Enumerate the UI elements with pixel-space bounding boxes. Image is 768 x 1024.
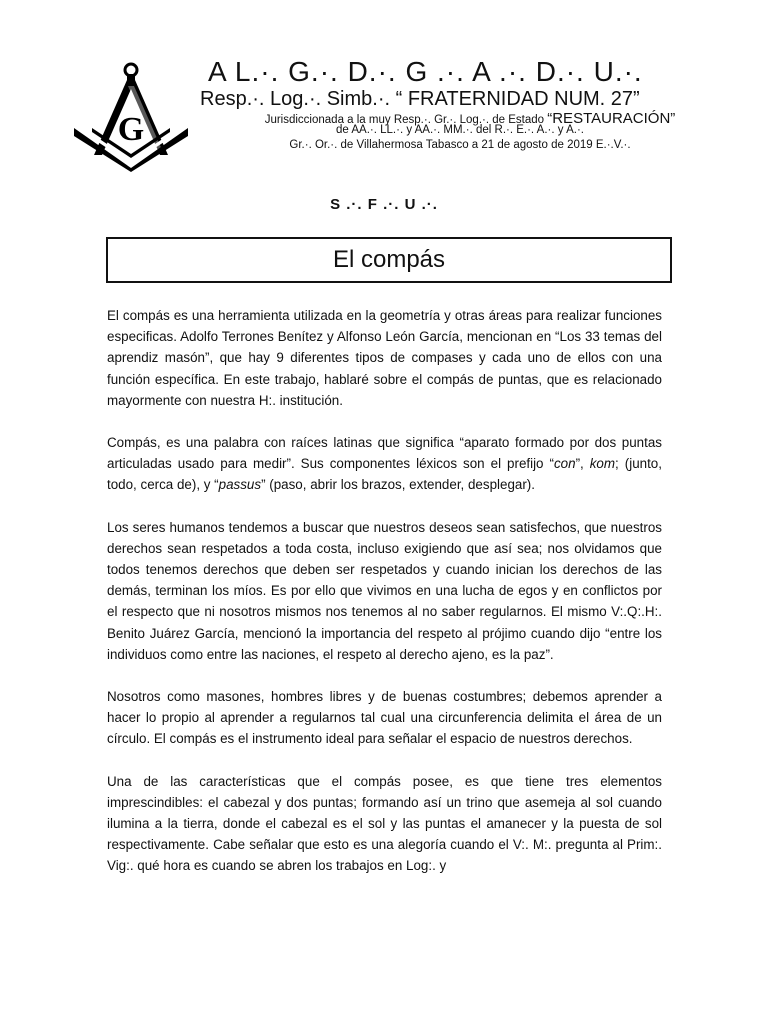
paragraph-1: El compás es una herramienta utilizada en la geometría y otras áreas para realizar funciones especificas. Adolfo Terrones Benítez y Alfonso León García, mencionan en “Los 33 temas del aprendiz masón”, que hay 9 diferentes tipos de compases y cada uno de ellos con una función específica. En este trabajo, hablaré sobre el compás de puntas, que es relacionado mayormente con nuestra H:. institución. [107,308,662,408]
paragraph-2-text-c: ; (junto, todo, cerca de), y “ [107,456,662,493]
logo-letter-g: G [117,111,145,148]
paragraph-2-text-b: ”, [575,456,590,472]
paragraph-2 [107,432,662,496]
word-con: con [553,456,576,472]
word-kom: kom [589,456,616,472]
paragraph-4: Nosotros como masones, hombres libres y de buenas costumbres; debemos aprender a hacer lo propio al aprender a regularnos tal cual una circunferencia delimita el área de un círculo. El compás es el instrumento ideal para señalar el espacio de nuestros derechos. [107,689,662,747]
rite-line: de AA.·. LL.·. y AA.·. MM.·. del R.·. E.·. A.·. y A.·. [336,124,584,136]
paragraph-2-text-d: ” (paso, abrir los brazos, extender, desplegar). [261,477,535,493]
date-line: Gr.·. Or.·. de Villahermosa Tabasco a 21 de agosto de 2019 E.·.V.·. [289,139,631,151]
grand-lodge-name: “RESTAURACIÓN” [547,110,676,127]
paragraph-5: Una de las características que el compás posee, es que tiene tres elementos imprescindibles: el cabezal y dos puntas; formando así un trino que asemeja al sol cuando ilumina a la tierra, donde el cabezal es el sol y las puntas el amanecer y la puesta de sol respectivamente. Cabe señalar que esto es una alegoría cuando el V:. M:. pregunta al Prim:. Vig:. qué hora es cuando se abren los trabajos en Log:. y [107,773,662,874]
paragraph-3: Los seres humanos tendemos a buscar que nuestros deseos sean satisfechos, que nuestros derechos sean respetados a toda costa, incluso exigiendo que así sea; nos olvidamos que todos tenemos derechos que deben ser respetados y cuando inician los derechos de las demás, terminan los míos. Es por ello que vivimos en una lucha de egos y en conflictos por el respecto que ni nosotros mismos nos tenemos al no saber regularnos. El mismo V:.Q:.H:. Benito Juárez García, mencionó la importancia del respeto al prójimo cuando dijo “entre los individuos como entre las naciones, el respeto al derecho ajeno, es la paz”. [107,519,662,662]
document-body [107,305,662,898]
salutation: S .·. F .·. U .·. [330,196,438,213]
document-title: El compás [332,246,446,273]
word-passus: passus [218,477,262,493]
paragraph-2-text-a: Compás, es una palabra con raíces latinas que significa “aparato formado por dos puntas articuladas usado para medir”. Sus componentes léxicos son el prefijo “ [107,435,662,472]
lodge-name: Resp.·. Log.·. Simb.·. “ FRATERNIDAD NUM. 27” [200,88,640,110]
title-box [106,237,672,283]
header-invocation: A L.·. G.·. D.·. G .·. A .·. D.·. U.·. [208,56,643,87]
jurisdiction-text: Jurisdiccionada a la muy Resp.·. Gr.·. Log.·. de Estado [264,114,548,126]
